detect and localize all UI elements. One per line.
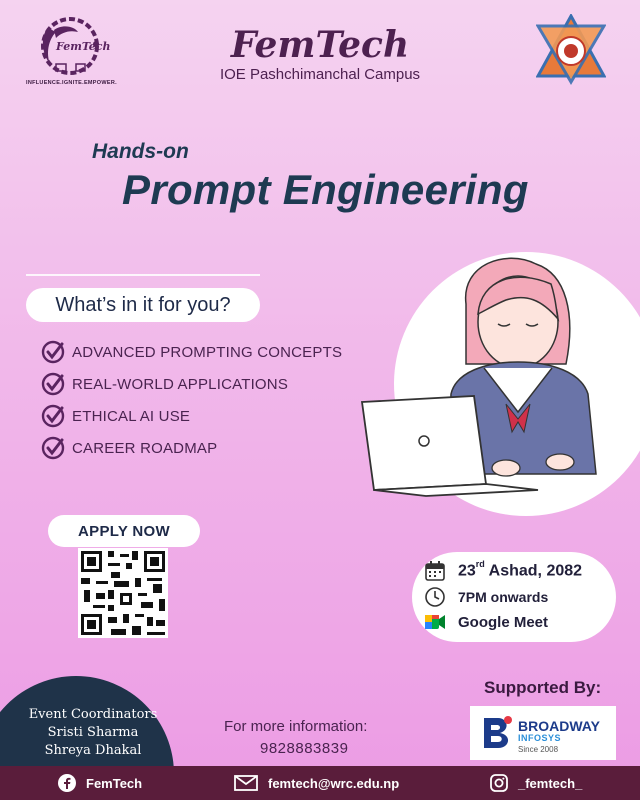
- schedule-card: [412, 552, 616, 642]
- platform-label: Google Meet: [458, 613, 549, 631]
- femtech-logo-text: FemTech: [56, 40, 111, 53]
- calendar-icon: [424, 560, 446, 582]
- benefit-item: [40, 368, 342, 400]
- benefit-label: REAL-WORLD APPLICATIONS: [72, 375, 289, 393]
- supported-by-label: Supported By:: [484, 678, 602, 697]
- benefits-list: [40, 336, 342, 464]
- sponsor-logo: [470, 706, 616, 760]
- footer-instagram[interactable]: [490, 766, 582, 800]
- event-platform: [424, 611, 548, 633]
- check-circle-icon: [40, 339, 66, 365]
- header-subtitle: IOE Pashchimanchal Campus: [219, 66, 421, 83]
- divider: [26, 274, 260, 276]
- clock-icon: [424, 586, 446, 608]
- sponsor-since: Since 2008: [518, 745, 559, 754]
- benefit-item: [40, 432, 342, 464]
- google-meet-icon: [424, 611, 446, 633]
- benefit-item: [40, 400, 342, 432]
- sponsor-name: BROADWAY: [518, 718, 600, 734]
- girl-laptop-illustration: [356, 244, 640, 534]
- date-rest: Ashad, 2082: [484, 562, 583, 580]
- logo-tagline: INFLUENCE.IGNITE.EMPOWER.: [26, 80, 117, 86]
- apply-now-button[interactable]: APPLY NOW: [48, 515, 200, 547]
- benefit-label: ADVANCED PROMPTING CONCEPTS: [72, 343, 343, 361]
- coordinator-name: Sristi Sharma: [47, 725, 139, 740]
- instagram-handle: _femtech_: [518, 775, 583, 791]
- facebook-handle: FemTech: [86, 775, 143, 791]
- coordinators-heading: Event Coordinators: [28, 707, 158, 722]
- event-kicker: Hands-on: [92, 140, 189, 163]
- header-title: FemTech: [230, 24, 410, 66]
- sponsor-sub: INFOSYS: [518, 733, 562, 743]
- facebook-icon: [58, 774, 76, 792]
- coordinator-name: Shreya Dhakal: [44, 743, 142, 758]
- footer: [0, 766, 640, 800]
- qr-code[interactable]: [78, 548, 168, 638]
- instagram-icon: [490, 774, 508, 792]
- check-circle-icon: [40, 435, 66, 461]
- broadway-icon: [478, 714, 516, 752]
- more-info-label: For more information:: [224, 718, 368, 735]
- benefit-label: CAREER ROADMAP: [72, 439, 218, 457]
- check-circle-icon: [40, 371, 66, 397]
- benefit-item: [40, 336, 342, 368]
- date-day: 23: [458, 562, 476, 580]
- footer-email[interactable]: [234, 766, 399, 800]
- mail-icon: [234, 775, 258, 791]
- check-circle-icon: [40, 403, 66, 429]
- event-time: [424, 586, 548, 608]
- footer-facebook[interactable]: [58, 766, 142, 800]
- event-date: [424, 560, 582, 582]
- email-address: femtech@wrc.edu.np: [268, 775, 400, 791]
- benefits-heading: What’s in it for you?: [26, 288, 260, 322]
- date-suffix: rd: [475, 559, 485, 570]
- event-title: Prompt Engineering: [122, 166, 529, 213]
- phone-number[interactable]: 9828883839: [260, 740, 349, 757]
- time-label: 7PM onwards: [458, 589, 549, 605]
- benefit-label: ETHICAL AI USE: [72, 407, 191, 425]
